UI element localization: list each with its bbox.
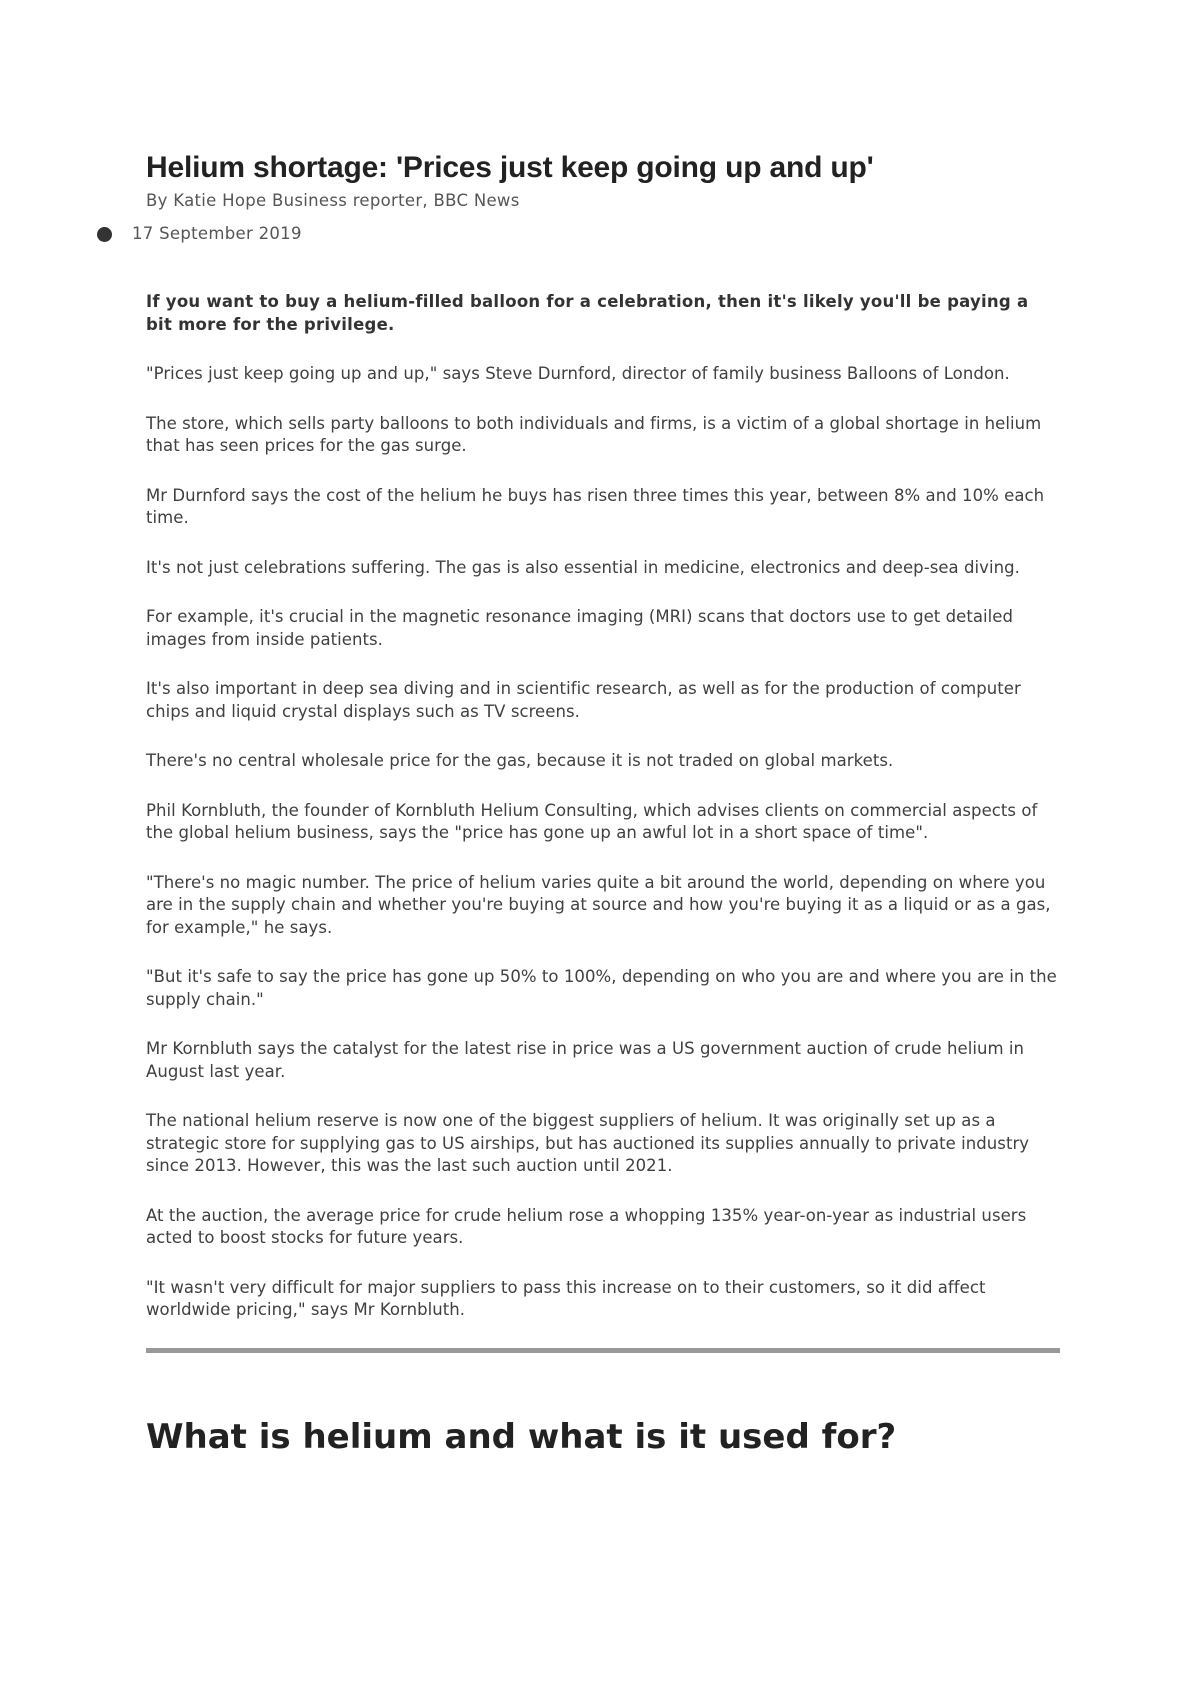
body-paragraph: There's no central wholesale price for the gas, because it is not traded on global markets.	[146, 751, 894, 770]
body-paragraph: The store, which sells party balloons to both individuals and firms, is a victim of a global shortage in helium that has seen prices for the gas surge.	[146, 413, 1042, 455]
body-paragraph: Phil Kornbluth, the founder of Kornbluth Helium Consulting, which advises clients on commercial aspects of the global helium business, says the "price has gone up an awful lot in a short space of time".	[146, 800, 1038, 842]
byline-prefix: By	[146, 191, 174, 210]
publish-date: 17 September 2019	[132, 224, 302, 243]
dateline	[132, 223, 1060, 245]
bullet-dot-icon	[97, 227, 112, 242]
body-paragraph: "It wasn't very difficult for major suppliers to pass this increase on to their customers, so it did affect worldwide pricing," says Mr Kornbluth.	[146, 1277, 986, 1319]
body-paragraph: At the auction, the average price for crude helium rose a whopping 135% year-on-year as industrial users acted to boost stocks for future years.	[146, 1205, 1027, 1247]
body-paragraph: Mr Durnford says the cost of the helium he buys has risen three times this year, between 8% and 10% each time.	[146, 485, 1045, 527]
body-paragraph: Mr Kornbluth says the catalyst for the latest rise in price was a US government auction of crude helium in August last year.	[146, 1039, 1025, 1081]
body-paragraph: The national helium reserve is now one of the biggest suppliers of helium. It was originally set up as a strategic store for supplying gas to US airships, but has auctioned its supplies annually to private industry since 2013. However, this was the last such auction until 2021.	[146, 1111, 1030, 1175]
body-paragraph: For example, it's crucial in the magnetic resonance imaging (MRI) scans that doctors use to get detailed images from inside patients.	[146, 607, 1014, 649]
body-paragraph: "Prices just keep going up and up," says Steve Durnford, director of family business Balloons of London.	[146, 364, 1010, 383]
body-paragraph: "But it's safe to say the price has gone up 50% to 100%, depending on who you are and where you are in the supply chain."	[146, 967, 1057, 1009]
headline: Helium shortage: 'Prices just keep going up and up'	[146, 151, 874, 184]
author-name[interactable]: Katie Hope	[173, 191, 267, 210]
article	[132, 150, 1060, 1485]
section-divider	[146, 1348, 1060, 1353]
author-role: Business reporter, BBC News	[266, 191, 520, 210]
body-paragraph: It's not just celebrations suffering. The gas is also essential in medicine, electronics and deep-sea diving.	[146, 557, 1020, 577]
body-paragraph: It's also important in deep sea diving and in scientific research, as well as for the production of computer chips and liquid crystal displays such as TV screens.	[146, 679, 1021, 721]
body-paragraph: "There's no magic number. The price of helium varies quite a bit around the world, depending on where you are in the supply chain and whether you're buying at source and how you're buying it as a liquid or as a gas, for example," he says.	[146, 872, 1051, 937]
byline	[146, 190, 1060, 212]
intro-paragraph: If you want to buy a helium-filled balloon for a celebration, then it's likely you'll be paying a bit more for the privilege.	[146, 292, 1029, 334]
section-heading: What is helium and what is it used for?	[146, 1416, 897, 1457]
